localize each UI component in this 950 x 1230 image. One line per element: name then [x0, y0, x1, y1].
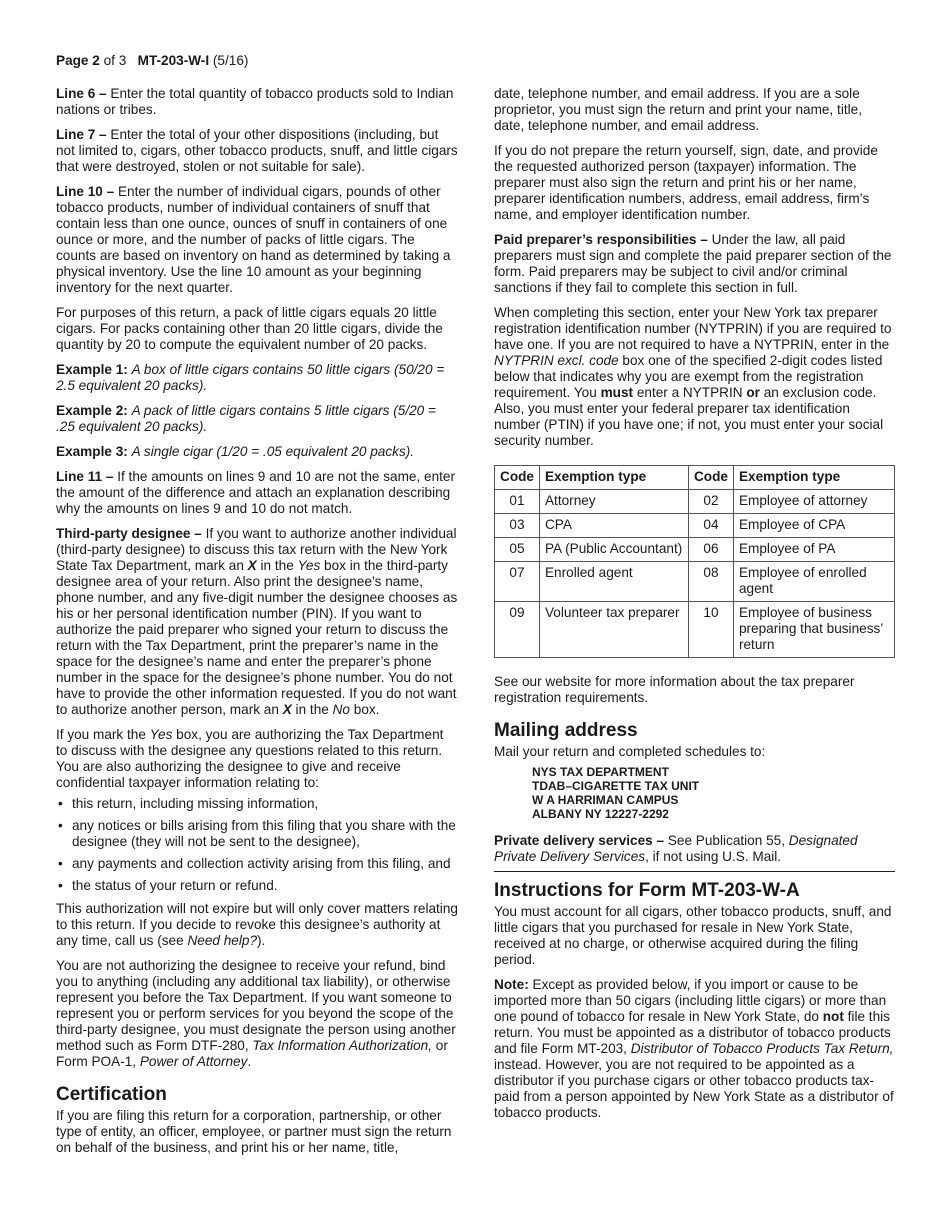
mailing-address-heading: Mailing address [494, 720, 638, 741]
note-text-1: Except as provided below, if you import or cause to be imported more than 50 cigars (including little cigars) or more than one pound of tobacco for resale in New York State, do [494, 977, 887, 1024]
nytprin-paragraph [494, 305, 895, 449]
ifmark-text-1: If you mark the [56, 727, 150, 742]
note-label: Note: [494, 977, 529, 992]
section-divider [494, 871, 895, 872]
example3-text: A single cigar (1/20 = .05 equivalent 20 packs). [131, 444, 415, 459]
tpd-x-mark-2: X [282, 702, 292, 717]
certification-heading: Certification [56, 1084, 167, 1105]
line10-text: Enter the number of individual cigars, pounds of other tobacco products, number of individual containers of snuff that contain less than one ounce, ounces of snuff in containers of one ounce or more, and the number of packs of little cigars. The counts are based on inventory on hand as determined by taking a physical inventory. Use the line 10 amount as your beginning inventory for the next quarter. [56, 184, 451, 295]
note-not: not [822, 1009, 844, 1024]
notauth-text-2: or Form POA-1, [56, 1038, 448, 1069]
instructions-paragraph: You must account for all cigars, other tobacco products, snuff, and little cigars that you purchased for resale in New York State, received at no charge, or otherwise acquired during the filing period. [494, 904, 892, 967]
table-cell: 01 [495, 490, 540, 514]
tpd-text-1: If you want to authorize another individual (third-party designee) to discuss this tax return with the New York State Tax Department, mark an [56, 526, 457, 573]
paid-preparer-label: Paid preparer’s responsibilities – [494, 232, 708, 247]
example3 [56, 444, 458, 460]
pds-text-1: See Publication 55, [664, 833, 789, 848]
table-cell: 08 [688, 562, 733, 602]
table-row [495, 538, 895, 562]
form-number: MT-203-W-I [137, 53, 210, 68]
tpd-no: No [332, 702, 350, 717]
list-item: • any payments and collection activity arising from this filing, and [56, 856, 458, 872]
table-cell: 04 [688, 514, 733, 538]
line7-paragraph [56, 127, 458, 175]
table-cell: CPA [539, 514, 688, 538]
nytprin-or: or [746, 385, 760, 400]
table-cell: Employee of business preparing that business’ return [733, 602, 894, 658]
table-cell: 07 [495, 562, 540, 602]
line10-label: Line 10 – [56, 184, 115, 199]
table-header-row [495, 466, 895, 490]
list-item: • the status of your return or refund. [56, 878, 458, 894]
not-authorizing-paragraph [56, 958, 458, 1070]
table-cell: 02 [688, 490, 733, 514]
example2-text: A pack of little cigars contains 5 little cigars (5/20 = .25 equivalent 20 packs). [56, 403, 436, 434]
auth-text-1: This authorization will not expire but will only cover matters relating to this return. If you decide to revoke this designee’s authority at any time, call us (see [56, 901, 458, 948]
table-cell: 03 [495, 514, 540, 538]
nytprin-must: must [600, 385, 634, 400]
tpd-text-2: in the [256, 558, 298, 573]
tpd-text-4: in the [291, 702, 333, 717]
table-cell: Volunteer tax preparer [539, 602, 688, 658]
form-poa1-title: Power of Attorney [139, 1054, 248, 1069]
table-cell: PA (Public Accountant) [539, 538, 688, 562]
nytprin-text-2: box one of the specified 2-digit codes listed below that indicates why you are exempt from the registration requirement. You [494, 353, 883, 400]
table-cell: Employee of CPA [733, 514, 894, 538]
tpd-text-3: box in the third-party designee area of your return. Also print the designee’s name, phone number, and any five-digit number the designee chooses as his or her personal identification number (PIN). If you want to authorize the paid preparer who signed your return to discuss the return with the Tax Department, print the preparer’s name in the space for the designee’s name and enter the preparer’s phone number in the space for the designee’s phone number. You do not have to provide the other information requested. If you do not want to authorize another person, mark an [56, 558, 458, 717]
address-line: NYS TAX DEPARTMENT [532, 765, 669, 779]
table-cell: 10 [688, 602, 733, 658]
column-header: Exemption type [539, 466, 688, 490]
line7-text: Enter the total of your other dispositions (including, but not limited to, cigars, other tobacco products, snuff, and little cigars that were destroyed, stolen or not suitable for sale). [56, 127, 458, 174]
column-header: Code [688, 466, 733, 490]
nytprin-text-4: an exclusion code. Also, you must enter your federal preparer tax identification number (PTIN) if you have one; if not, you must enter your social security number. [494, 385, 884, 448]
table-cell: Attorney [539, 490, 688, 514]
table-row [495, 514, 895, 538]
address-line: W A HARRIMAN CAMPUS [532, 793, 679, 807]
ifmark-text-2: box, you are authorizing the Tax Department to discuss with the designee any questions related to this return. You are also authorizing the designee to give and receive confidential taxpayer information relating to: [56, 727, 444, 790]
auth-text-2: ). [257, 933, 266, 948]
not-prepare-paragraph: If you do not prepare the return yourself, sign, date, and provide the requested authorized person (taxpayer) information. The preparer must also sign the return and print his or her name, preparer identification numbers, address, email address, firm’s name, and employer identification number. [494, 143, 878, 222]
table-cell: Employee of PA [733, 538, 894, 562]
paid-preparer-text: Under the law, all paid preparers must sign and complete the paid preparer section of the form. Paid preparers may be subject to civil and/or criminal sanctions if they fail to complete this section in full. [494, 232, 892, 295]
column-header: Exemption type [733, 466, 894, 490]
if-mark-yes-paragraph [56, 727, 458, 791]
form-dtf280-title: Tax Information Authorization, [252, 1038, 433, 1053]
right-column [494, 86, 895, 1130]
line11-label: Line 11 – [56, 469, 114, 484]
page-number: Page 2 [56, 53, 100, 68]
table-cell: Employee of attorney [733, 490, 894, 514]
instructions-heading: Instructions for Form MT-203-W-A [494, 880, 800, 901]
mailing-intro: Mail your return and completed schedules to: [494, 744, 766, 759]
table-cell: Enrolled agent [539, 562, 688, 602]
page-header [56, 53, 248, 68]
paid-preparer-paragraph [494, 232, 895, 296]
line6-label: Line 6 – [56, 86, 107, 101]
table-cell: 05 [495, 538, 540, 562]
table-cell: Employee of enrolled agent [733, 562, 894, 602]
publication-title: Designated Private Delivery Services [494, 833, 858, 864]
certification-paragraph: If you are filing this return for a corporation, partnership, or other type of entity, an officer, employee, or partner must sign the return on behalf of the business, and print his or her name, title, [56, 1108, 452, 1155]
pds-text-2: , if not using U.S. Mail. [645, 849, 782, 864]
website-paragraph: See our website for more information about the tax preparer registration requirements. [494, 674, 855, 705]
address-line: ALBANY NY 12227-2292 [532, 807, 669, 821]
page-total: of 3 [103, 53, 127, 68]
example1 [56, 362, 458, 394]
nytprin-text-1: When completing this section, enter your New York tax preparer registration identification number (NYTPRIN) if you are required to have one. If you are not required to have a NYTPRIN, enter in the [494, 305, 892, 352]
table-row [495, 490, 895, 514]
line6-paragraph [56, 86, 458, 118]
example2-label: Example 2: [56, 403, 128, 418]
certification-continued-paragraph: date, telephone number, and email address. If you are a sole proprietor, you must sign the return and print your name, title, date, telephone number, and email address. [494, 86, 862, 133]
table-cell: 09 [495, 602, 540, 658]
column-header: Code [495, 466, 540, 490]
authorization-bullet-list [56, 796, 458, 894]
notauth-text-1: You are not authorizing the designee to receive your refund, bind you to anything (including any additional tax liability), or otherwise represent you before the Tax Department. If you want someone to represent you or perform services for you beyond the scope of the third-party designee, you must designate the person using another method such as Form DTF-280, [56, 958, 456, 1053]
private-delivery-label: Private delivery services – [494, 833, 665, 848]
notauth-text-3: . [247, 1054, 252, 1069]
line6-text: Enter the total quantity of tobacco products sold to Indian nations or tribes. [56, 86, 454, 117]
line10-paragraph [56, 184, 458, 296]
table-row [495, 602, 895, 658]
left-column [56, 86, 458, 1165]
address-line: TDAB–CIGARETTE TAX UNIT [532, 779, 700, 793]
note-text-3: instead. However, you are not required to be appointed as a distributor if you purchase cigars or other tobacco products tax-paid from a person appointed by New York State as a distributor of tobacco products. [494, 1057, 894, 1120]
note-text-2: file this return. You must be appointed as a distributor of tobacco products and file Form MT-203, [494, 1009, 891, 1056]
example2 [56, 403, 458, 435]
list-item: • this return, including missing information, [56, 796, 458, 812]
table-cell: 06 [688, 538, 733, 562]
exemption-code-table [494, 465, 895, 658]
nytprin-box-name: NYTPRIN excl. code [494, 353, 619, 368]
purposes-paragraph: For purposes of this return, a pack of little cigars equals 20 little cigars. For packs containing other than 20 little cigars, divide the quantity by 20 to compute the equivalent number of 20 packs. [56, 305, 443, 352]
authorization-expire-paragraph [56, 901, 458, 949]
third-party-designee-label: Third-party designee – [56, 526, 202, 541]
private-delivery-paragraph [494, 833, 895, 865]
tpd-x-mark-1: X [247, 558, 257, 573]
need-help-reference: Need help? [187, 933, 258, 948]
note-paragraph [494, 977, 895, 1121]
example3-label: Example 3: [56, 444, 128, 459]
mailing-address-block [532, 765, 895, 821]
list-item: • any notices or bills arising from this filing that you share with the designee (they will not be sent to the designee), [56, 818, 458, 850]
line7-label: Line 7 – [56, 127, 107, 142]
form-mt203-title: Distributor of Tobacco Products Tax Return, [630, 1041, 894, 1056]
tpd-yes: Yes [297, 558, 321, 573]
third-party-designee-paragraph [56, 526, 458, 718]
line11-paragraph [56, 469, 458, 517]
tpd-text-5: box. [349, 702, 380, 717]
line11-text: If the amounts on lines 9 and 10 are not the same, enter the amount of the difference and attach an explanation describing why the amounts on lines 9 and 10 do not match. [56, 469, 456, 516]
nytprin-text-3: enter a NYTPRIN [633, 385, 747, 400]
table-row [495, 562, 895, 602]
example1-label: Example 1: [56, 362, 128, 377]
form-date: (5/16) [212, 53, 249, 68]
ifmark-yes: Yes [149, 727, 173, 742]
example1-text: A box of little cigars contains 50 little cigars (50/20 = 2.5 equivalent 20 packs). [56, 362, 445, 393]
